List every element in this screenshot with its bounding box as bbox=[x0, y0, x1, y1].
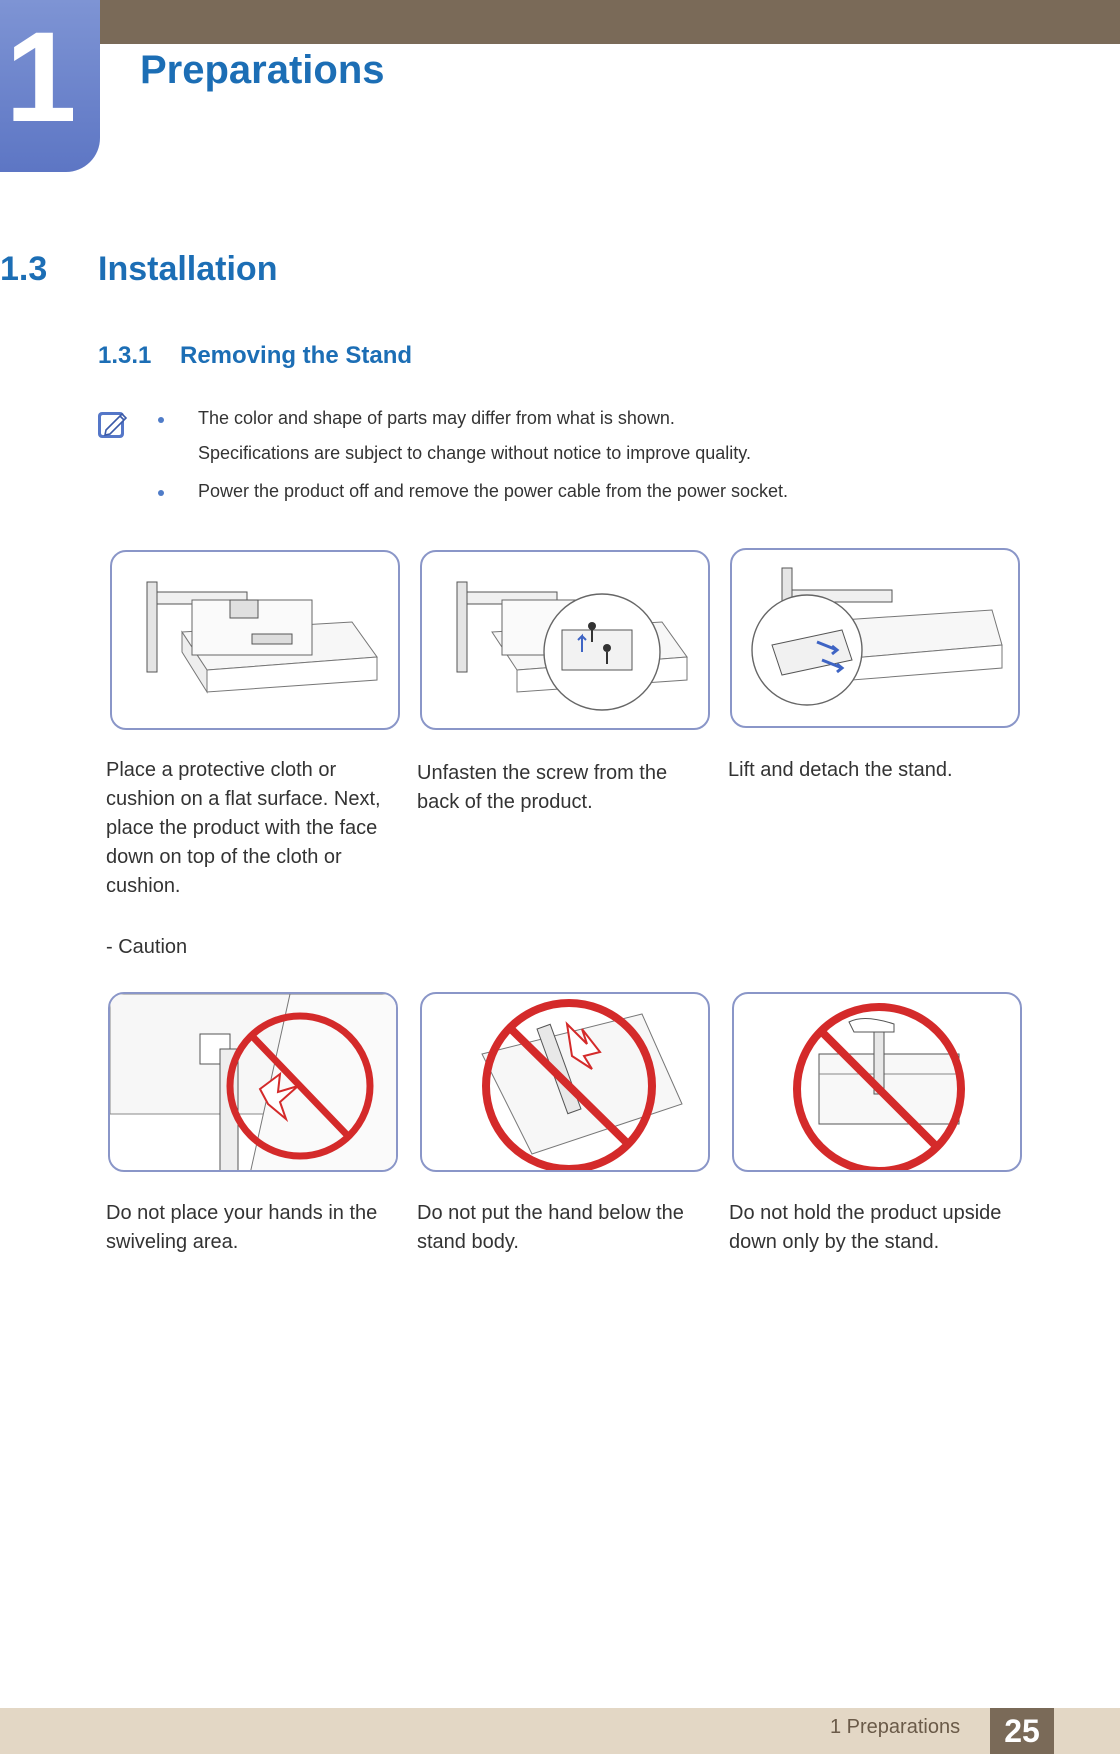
caution-illustration-below-stand bbox=[420, 992, 710, 1172]
caution-label: - Caution bbox=[106, 936, 188, 958]
subsection-heading bbox=[98, 342, 412, 370]
step-caption: Unfasten the screw from the back of the product. bbox=[417, 762, 668, 813]
footer-chapter-label: 1 Preparations bbox=[830, 1716, 961, 1738]
step-illustration-lift-stand bbox=[730, 548, 1020, 728]
note-pencil-icon bbox=[96, 406, 132, 442]
step-caption: Place a protective cloth or cushion on a flat surface. Next, place the product with the face down on top of the cloth or cushion. bbox=[106, 759, 381, 897]
note-line: Power the product off and remove the power cable from the power socket. bbox=[198, 481, 788, 501]
note-line: The color and shape of parts may differ from what is shown. bbox=[198, 408, 675, 428]
step-illustration-unfasten-screw bbox=[420, 550, 710, 730]
subsection-number: 1.3.1 bbox=[98, 342, 152, 369]
page-number: 25 bbox=[990, 1708, 1054, 1754]
caution-caption: Do not place your hands in the swiveling area. bbox=[106, 1202, 378, 1253]
chapter-tab bbox=[0, 0, 100, 172]
caution-illustration-upside-down bbox=[732, 992, 1022, 1172]
chapter-title: Preparations bbox=[140, 48, 385, 92]
section-heading bbox=[0, 250, 277, 289]
caution-illustration-swivel bbox=[108, 992, 398, 1172]
top-bar bbox=[0, 0, 1120, 44]
chapter-number: 1 bbox=[5, 6, 77, 149]
subsection-title: Removing the Stand bbox=[180, 342, 413, 369]
caution-caption: Do not hold the product upside down only by the stand. bbox=[729, 1202, 1002, 1253]
section-number: 1.3 bbox=[0, 250, 48, 288]
step-caption: Lift and detach the stand. bbox=[728, 759, 953, 781]
bullet-dot bbox=[158, 490, 164, 496]
note-line: Specifications are subject to change without notice to improve quality. bbox=[198, 443, 751, 463]
caution-caption: Do not put the hand below the stand body. bbox=[417, 1202, 684, 1253]
section-title: Installation bbox=[98, 250, 278, 288]
bullet-dot bbox=[158, 417, 164, 423]
step-illustration-place-monitor bbox=[110, 550, 400, 730]
